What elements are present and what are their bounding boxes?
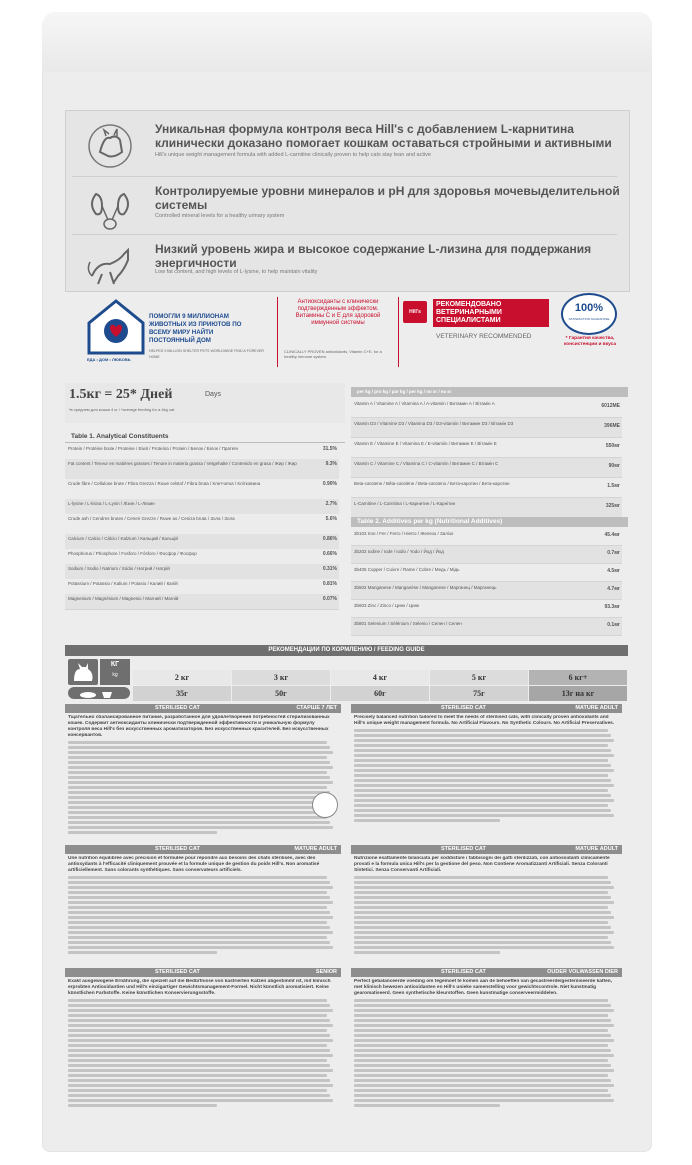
benefit-title: Контролируемые уровни минералов и pH для здоровья мочевыделительной системы <box>155 184 620 212</box>
analytical-row <box>65 499 339 515</box>
fine-print-line <box>68 1079 330 1082</box>
fine-print-line <box>68 1014 327 1017</box>
divider <box>72 234 617 235</box>
fine-print-line <box>68 936 327 939</box>
row-value: 4.5мг <box>607 568 620 574</box>
fine-print-line <box>68 806 330 809</box>
fine-print-line <box>68 911 330 914</box>
row-name: 3b405 Copper / Cuivre / Rame / Cobre / Медь / Мідь <box>354 567 460 572</box>
vitamin-row <box>351 458 622 478</box>
fine-print-line <box>354 926 611 929</box>
shelter-icon-label: ЕДА • ДОМ • ЛЮБОВЬ <box>87 357 131 362</box>
fine-print-line <box>68 1019 330 1022</box>
fine-print-line <box>68 771 327 774</box>
fine-print-line <box>354 764 611 767</box>
fine-print-line <box>354 799 614 802</box>
analytical-row <box>65 444 339 460</box>
days-box <box>65 383 345 423</box>
fine-print-line <box>68 1094 330 1097</box>
fine-print-line <box>354 1019 611 1022</box>
fine-print-line <box>68 1049 330 1052</box>
fine-print-line <box>354 896 611 899</box>
benefit-title: Уникальная формула контроля веса Hill's с добавлением L-карнитина клинически доказано помогает кошкам оставаться стройными и активными <box>155 122 612 150</box>
section-header <box>65 845 341 854</box>
section-intro: Тщательно сбалансированное питание, разработанное для удовлетворения потребностей стерилизованных кошек. Содержит антиоксиданты клинически подтвержденной эффективности и уникальную формулу контроля веса Hill's без искусственных ароматизаторов. Без искусственных красителей. Без искусственных консервантов. <box>68 715 330 738</box>
analytical-row <box>65 579 339 595</box>
additive-row <box>351 546 622 564</box>
section-text <box>68 979 338 1115</box>
fine-print-line <box>68 831 217 834</box>
row-name: Vitamin A / Vitamine A / Vitamina A / A-vitamiin / Витамин A / Вітамін A <box>354 401 495 406</box>
analytical-row <box>65 564 339 580</box>
row-value: 0.81% <box>322 581 337 587</box>
fine-print-line <box>68 1099 333 1102</box>
fine-print-line <box>354 1084 614 1087</box>
fine-print-line <box>354 759 608 762</box>
hills-logo: Hill's <box>403 301 427 323</box>
section-label-right: MATURE ADULT <box>575 705 618 711</box>
section-text <box>68 715 338 839</box>
fine-print-line <box>354 876 608 879</box>
fine-print-line <box>354 814 614 817</box>
fine-print-line <box>354 1049 611 1052</box>
row-name: 3b801 Selenium / Sélénium / Selenio / Селен / Селен <box>354 621 462 626</box>
fine-print-line <box>68 1054 333 1057</box>
section-header <box>351 968 622 977</box>
kg-sublabel: kg <box>112 672 118 678</box>
benefit-vitality <box>72 238 622 296</box>
antioxidants-title: Антиоксиданты с клинически подтвержденным эффектом. Витамины С и Е для здоровой иммунной системы <box>295 299 381 326</box>
fine-print-line <box>68 901 333 904</box>
section-header <box>351 704 622 713</box>
fine-print-line <box>354 1029 608 1032</box>
fine-print-line <box>68 906 327 909</box>
fine-print-line <box>354 1094 611 1097</box>
weight-cat-icon <box>84 122 136 170</box>
shelter-title: ПОМОГЛИ 9 МИЛЛИОНАМ ЖИВОТНЫХ ИЗ ПРИЮТОВ ПО ВСЕМУ МИРУ НАЙТИ ПОСТОЯННЫЙ ДОМ <box>149 313 242 344</box>
fine-print-line <box>68 821 330 824</box>
fine-print-line <box>354 774 608 777</box>
shelter-subtitle: HELPED 9 MILLION SHELTER PETS WORLDWIDE FIND A FOREVER HOME <box>149 349 264 359</box>
fine-print-line <box>68 1074 327 1077</box>
fine-print-line <box>354 734 611 737</box>
section-label-right: SENIOR <box>315 969 337 975</box>
row-name: Crude ash / Cendres brutes / Ceneri Grezze / Ruwe as / Ceniza bruta / Зола / Зола <box>68 516 235 521</box>
row-value: 325мг <box>605 503 620 509</box>
fine-print <box>68 741 338 834</box>
fine-print-line <box>68 1034 330 1037</box>
row-name: Crude fibre / Cellulose brute / Fibra Grezza / Ruwe celstof / Fibra bruta / Клетчатка / Клітковина <box>68 481 261 486</box>
fine-print-line <box>68 776 330 779</box>
row-value: 31.5% <box>322 446 337 452</box>
fine-print-line <box>354 936 608 939</box>
row-name: Vitamin E / Vitamine E / Vitamina E / E-vitamiin / Витамин E / Вітамін E <box>354 441 497 446</box>
fine-print-line <box>354 906 608 909</box>
fine-print-line <box>68 951 217 954</box>
fine-print-line <box>68 746 330 749</box>
row-name: Phosphorus / Phosphore / Fosforo / Fósforo / Фосфор / Фосфор <box>68 551 197 556</box>
fine-print-line <box>354 946 614 949</box>
fine-print-line <box>354 941 611 944</box>
section-label: STERILISED CAT <box>441 969 486 975</box>
fine-print-line <box>68 1104 217 1107</box>
vitamin-row <box>351 498 622 518</box>
vet-subtitle: VETERINARY RECOMMENDED <box>436 333 532 340</box>
guarantee-caption: * Гарантия качества, консистенции и вкуса <box>563 336 617 347</box>
fine-print-line <box>354 1104 500 1107</box>
row-value: 0.86% <box>322 536 337 542</box>
fine-print-line <box>354 784 614 787</box>
row-name: 3b103 Iron / Fer / Ferro / Hierro / Железо / Залізо <box>354 531 454 536</box>
fine-print-line <box>354 911 611 914</box>
additives-header: Table 2. Additives per kg (Nutritional Additives) <box>351 517 628 527</box>
fine-print-line <box>68 1004 330 1007</box>
fine-print-line <box>68 791 330 794</box>
vet-badge <box>403 297 543 367</box>
fine-print-line <box>354 769 614 772</box>
guarantee-seal-icon <box>561 293 617 335</box>
row-value: 90мг <box>608 463 620 469</box>
section-label: STERILISED CAT <box>155 705 200 711</box>
days-headline: 1.5кг = 25* Дней <box>69 387 173 402</box>
fine-print-line <box>68 946 333 949</box>
fine-print-line <box>68 1089 327 1092</box>
fine-print-line <box>354 891 608 894</box>
fine-print-line <box>354 779 611 782</box>
section-label-right: OUDER VOLWASSEN DIER <box>547 969 618 975</box>
fine-print-line <box>68 891 327 894</box>
fine-print-line <box>68 816 327 819</box>
fine-print-line <box>68 931 333 934</box>
benefit-weight <box>72 118 622 176</box>
vitamin-row <box>351 398 622 418</box>
fine-print-line <box>68 781 333 784</box>
section-intro: Une nutrition équilibrée avec précision et formulée pour répondre aux besoins des chats stérilisés, avec des antioxydants à l'efficacité cliniquement prouvée et la formule unique de gestion du poids Hill's. Non aromatisé artificiellement. Sans colorants synthétiques. Sans conservateurs artificiels. <box>68 856 320 873</box>
row-value: 0.66% <box>322 551 337 557</box>
guarantee-percent: 100% <box>574 302 604 314</box>
section-header <box>65 968 341 977</box>
fine-print-line <box>68 756 327 759</box>
feeding-guide-title: РЕКОМЕНДАЦИИ ПО КОРМЛЕНИЮ / FEEDING GUIDE <box>65 645 628 656</box>
fine-print-line <box>68 926 330 929</box>
fine-print-line <box>68 751 333 754</box>
fine-print-line <box>354 881 611 884</box>
row-value: 0.90% <box>322 481 337 487</box>
divider <box>72 176 617 177</box>
fine-print-line <box>354 804 608 807</box>
fine-print-line <box>68 811 333 814</box>
fine-print-line <box>354 1024 614 1027</box>
kg-label: КГ <box>110 661 120 668</box>
fine-print-line <box>68 761 330 764</box>
row-value: 0.7мг <box>607 550 620 556</box>
row-name: Vitamin C / Vitamine C / Vitamina C / C-vitamiin / Витамин C / Вітамін C <box>354 461 499 466</box>
additive-row <box>351 564 622 582</box>
row-name: Sodium / Sodio / Natrium / Sódio / Натрий / Натрій <box>68 566 170 571</box>
active-cat-icon <box>84 242 136 290</box>
shelter-house-icon <box>85 297 147 359</box>
fine-print-line <box>354 1034 611 1037</box>
row-name: Potassium / Potassio / Kalium / Potasio / Калий / Калій <box>68 581 178 586</box>
additive-row <box>351 618 622 636</box>
analytical-row <box>65 594 339 610</box>
days-note: *в среднем для кошки 4 кг / *average feeding for a 4kg cat <box>69 407 175 412</box>
feeding-amount: 60г <box>331 686 429 701</box>
row-value: 93.3мг <box>604 604 620 610</box>
row-value: 5.6% <box>325 516 337 522</box>
fine-print <box>68 876 338 954</box>
recycle-icon <box>312 792 338 818</box>
feeding-kg-box <box>100 659 130 685</box>
row-value: 9.3% <box>325 461 337 467</box>
fine-print-line <box>354 1089 608 1092</box>
fine-print-line <box>68 1009 333 1012</box>
badges-row <box>65 291 628 377</box>
fine-print-line <box>68 826 333 829</box>
row-value: 396МЕ <box>604 423 620 429</box>
fine-print <box>354 876 619 954</box>
section-text <box>68 856 338 962</box>
fine-print-line <box>354 1074 608 1077</box>
fine-print-line <box>68 916 333 919</box>
fine-print-line <box>354 921 608 924</box>
fine-print-line <box>68 886 333 889</box>
row-value: 0.31% <box>322 566 337 572</box>
fine-print-line <box>68 876 327 879</box>
section-label: STERILISED CAT <box>441 846 486 852</box>
section-intro: Nutrizione esattamente bilanciata per soddisfare i fabbisogni dei gatti sterilizzati, con antiossidanti clinicamente provati e la formula unica Hill's per la gestione del peso. Non Contiene Aromatizzanti Artificiali. Senza Coloranti Sintetici. Senza Conservanti Artificiali. <box>354 856 610 873</box>
analytical-header: Table 1. Analytical Constituents <box>65 432 345 443</box>
fine-print-line <box>68 999 327 1002</box>
section-label: STERILISED CAT <box>155 969 200 975</box>
row-value: 6012МЕ <box>601 403 620 409</box>
fine-print-line <box>354 744 608 747</box>
fine-print-line <box>68 941 330 944</box>
section-label-right: MATURE ADULT <box>294 846 337 852</box>
guarantee-badge <box>551 291 627 375</box>
days-suffix: Days <box>205 391 221 398</box>
fine-print-line <box>68 786 327 789</box>
fine-print-line <box>68 1029 327 1032</box>
fine-print-line <box>354 789 608 792</box>
section-text <box>354 979 619 1115</box>
row-name: 3b603 Zinc / Zinco / Цинк / Цинк <box>354 603 420 608</box>
additive-row <box>351 528 622 546</box>
row-name: Magnesium / Magnésium / Magnesio / Магний / Магній <box>68 596 179 601</box>
feeding-weight: 3 кг <box>232 670 330 685</box>
fine-print-line <box>68 766 333 769</box>
row-value: 45.4мг <box>604 532 620 538</box>
feeding-amount: 35г <box>133 686 231 701</box>
fine-print-line <box>354 901 614 904</box>
fine-print-line <box>68 881 330 884</box>
fine-print-line <box>354 999 608 1002</box>
feeding-weight: 5 кг <box>430 670 528 685</box>
row-value: 1.5мг <box>607 483 620 489</box>
fine-print-line <box>68 921 327 924</box>
row-name: L-Carnitine / L-Carnitina / L-Карнитин / L-Карнітин <box>354 501 456 506</box>
feeding-amount: 50г <box>232 686 330 701</box>
analytical-row <box>65 459 339 480</box>
fine-print-line <box>68 1059 327 1062</box>
row-value: 0.1мг <box>607 622 620 628</box>
analytical-row <box>65 534 339 550</box>
fine-print-line <box>354 754 614 757</box>
row-name: 3b502 Manganese / Manganèse / Manganese / Марганец / Марганець <box>354 585 497 590</box>
benefit-urinary <box>72 180 622 238</box>
row-name: 3b202 Iodine / Iode / Iodio / Yodo / Йод / Йод <box>354 549 444 554</box>
fine-print-line <box>354 916 614 919</box>
fine-print-line <box>68 1044 327 1047</box>
section-intro: Precisely balanced nutrition tailored to meet the needs of sterilised cats, with clinically proven antioxidants and Hill's unique weight management formula. No Artificial Flavours. No Synthetic Colours. No Artificial Preservatives. <box>354 715 615 726</box>
section-label: STERILISED CAT <box>155 846 200 852</box>
feeding-weight: 6 кг+ <box>529 670 627 685</box>
feeding-weight: 4 кг <box>331 670 429 685</box>
section-label-right: СТАРШЕ 7 ЛЕТ <box>296 705 337 711</box>
shelter-badge <box>85 297 285 367</box>
fine-print-line <box>354 886 614 889</box>
additive-row <box>351 582 622 600</box>
additive-row <box>351 600 622 618</box>
vitamin-row <box>351 438 622 458</box>
fine-print-line <box>354 739 614 742</box>
fine-print <box>354 729 619 822</box>
analytical-row <box>65 514 339 535</box>
fine-print-line <box>354 1099 614 1102</box>
section-label-right: MATURE ADULT <box>575 846 618 852</box>
feeding-bowl-icon <box>68 687 130 699</box>
antioxidants-subtitle: CLINICALLY PROVEN antioxidants, Vitamin C+E, for a healthy immune system <box>284 349 382 359</box>
fine-print-line <box>354 1064 611 1067</box>
row-value: 550мг <box>605 443 620 449</box>
fine-print-line <box>354 1044 608 1047</box>
benefit-title: Низкий уровень жира и высокое содержание L-лизина для поддержания энергичности <box>155 242 592 270</box>
fine-print-line <box>354 794 611 797</box>
fine-print-line <box>354 1009 614 1012</box>
fine-print-line <box>354 819 500 822</box>
row-value: 0.07% <box>322 596 337 602</box>
feeding-amount: 75г <box>430 686 528 701</box>
fine-print-line <box>354 1059 608 1062</box>
fine-print-line <box>354 1079 611 1082</box>
fine-print-line <box>68 1039 333 1042</box>
fine-print-line <box>354 729 608 732</box>
row-name: L-lysine / L-lisina / L-Lysin / Лізин / L-Лизин <box>68 501 155 506</box>
fine-print-line <box>68 796 333 799</box>
fine-print-line <box>68 896 330 899</box>
fine-print-line <box>354 1004 611 1007</box>
fine-print-line <box>354 749 611 752</box>
analytical-row <box>65 549 339 565</box>
section-text <box>354 856 619 962</box>
section-intro: Perfect gebalanceerde voeding om tegemoet te komen aan de behoeften van gecastreerde/gesteriliseerde katten, met klinisch bewezen antioxidanten en Hill's unieke samenstelling voor gewichtscontrole. Niet kunstmatig gearomatiseerd. Geen synthetische kleurstoffen. Geen kunstmatige conserveermiddelen. <box>354 979 613 996</box>
row-value: 4.7мг <box>607 586 620 592</box>
kidneys-icon <box>84 184 136 232</box>
fine-print-line <box>68 1064 330 1067</box>
row-name: Vitamin D3 / Vitamine D3 / Vitamina D3 / D3-vitamiin / Витамин D3 / Вітамін D3 <box>354 421 514 426</box>
fine-print-line <box>68 1084 333 1087</box>
fine-print-line <box>354 1014 608 1017</box>
vitamins-header: per kg / pro kg / par kg / per kg / по кг / на кг <box>351 387 628 397</box>
row-name: Calcium / Calcio / Cálcio / Kalzium / Кальций / Кальцій <box>68 536 178 541</box>
row-name: Fat content / Teneur en matières grasses / Tenore in materia grassa / Vetgehalte / Contenido en grasa / Жир / Жир <box>68 461 297 466</box>
feeding-amount: 13г на кг <box>529 686 627 701</box>
fine-print-line <box>68 1024 333 1027</box>
fine-print-line <box>354 1054 614 1057</box>
row-value: 2.7% <box>325 501 337 507</box>
section-text <box>354 715 619 839</box>
analytical-row <box>65 479 339 500</box>
guarantee-text: SATISFACTION GUARANTEE <box>568 317 610 321</box>
fine-print-line <box>354 809 611 812</box>
fine-print-line <box>68 741 327 744</box>
feeding-cat-icon <box>68 659 98 685</box>
fine-print-line <box>354 1069 614 1072</box>
section-header <box>351 845 622 854</box>
fine-print-line <box>354 931 614 934</box>
fine-print-line <box>68 1069 333 1072</box>
fine-print-line <box>354 1039 614 1042</box>
section-header <box>65 704 341 713</box>
fine-print <box>68 999 338 1107</box>
section-label: STERILISED CAT <box>441 705 486 711</box>
vet-title: РЕКОМЕНДОВАНО ВЕТЕРИНАРНЫМИ СПЕЦИАЛИСТАМИ <box>433 299 549 327</box>
fine-print <box>354 999 619 1107</box>
fine-print-line <box>68 801 327 804</box>
vitamin-row <box>351 478 622 498</box>
section-intro: Exakt ausgewogene Ernährung, die speziell auf die Bedürfnisse von kastrierten Katzen abgestimmt ist, mit klinisch erprobten Antioxidantien und Hill's einzigartiger Gewichtsmanagement-Formel. Nicht künstlich aromatisiert. Keine künstlichen Farbstoffe. Keine künstlichen Konservierungsstoffe. <box>68 979 331 996</box>
benefit-subtitle: Hill's unique weight management formula with added L-carnitine clinically proven to help cats stay lean and active <box>155 152 431 158</box>
row-name: Beta-carotene / Bêta-carotène / Beta-caroteno / Бета-каротин / Бета-каротин <box>354 481 510 486</box>
fine-print-line <box>354 951 500 954</box>
benefit-subtitle: Controlled mineral levels for a healthy urinary system <box>155 213 285 219</box>
vitamin-row <box>351 418 622 438</box>
antioxidants-badge <box>277 297 399 367</box>
feeding-weight: 2 кг <box>133 670 231 685</box>
row-name: Protein / Protéine brute / Proteine / Eiwit / Proteína / Protein / Белок / Білок / Пратеїн <box>68 446 239 451</box>
benefit-subtitle: Low fat content, and high levels of L-lysine, to help maintain vitality <box>155 269 318 275</box>
